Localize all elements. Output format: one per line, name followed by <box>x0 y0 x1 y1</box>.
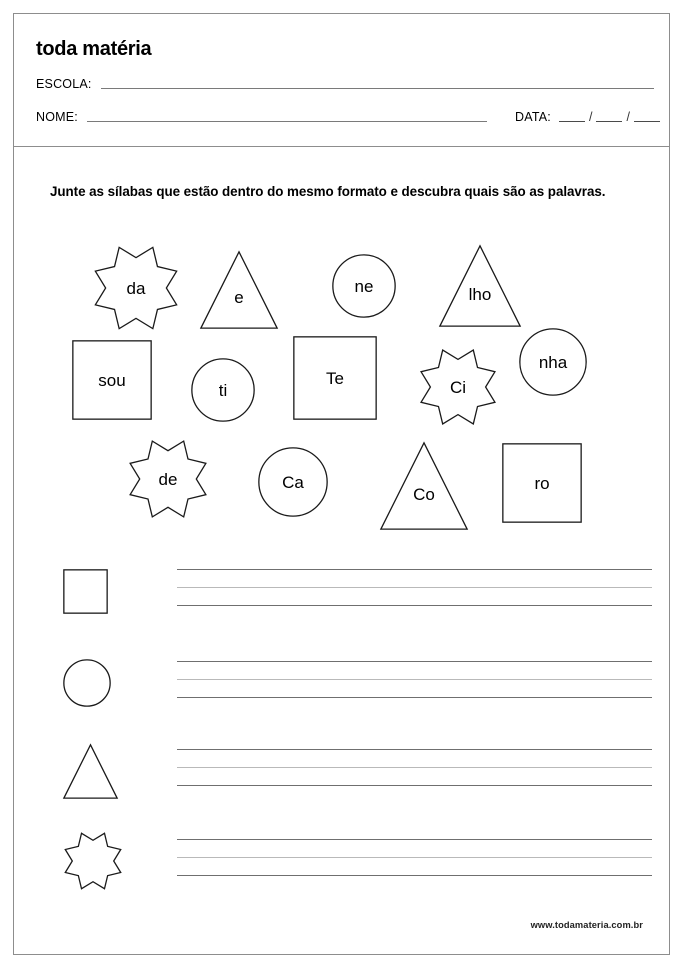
footer-url: www.todamateria.com.br <box>530 920 643 930</box>
syllable-label: sou <box>98 370 126 390</box>
ruled-gap <box>177 858 652 875</box>
answer-write-lines[interactable] <box>177 661 652 698</box>
syllable-circle-ne[interactable] <box>332 254 396 318</box>
syllable-label: Te <box>326 368 344 388</box>
syllable-label: ne <box>354 276 374 296</box>
syllable-star-de[interactable] <box>127 438 209 520</box>
ruled-line <box>177 605 652 606</box>
date-field-group <box>515 110 664 125</box>
answer-key-star-icon <box>63 829 125 895</box>
syllable-circle-nha[interactable] <box>519 328 587 396</box>
syllable-square-ro[interactable] <box>502 443 582 523</box>
answer-write-lines[interactable] <box>177 749 652 786</box>
syllable-triangle-e[interactable] <box>200 251 278 329</box>
syllable-label: da <box>126 278 146 298</box>
ruled-gap <box>177 680 652 697</box>
date-separator-2: / <box>626 110 630 124</box>
instruction-text: Junte as sílabas que estão dentro do mesmo formato e descubra quais são as palavras. <box>50 184 606 199</box>
date-day-blank[interactable] <box>559 121 585 122</box>
answer-key-circle-icon <box>63 651 125 723</box>
name-field-row <box>36 110 654 125</box>
syllable-label: ti <box>218 380 228 400</box>
ruled-gap <box>177 588 652 605</box>
syllable-shape-field <box>14 14 671 956</box>
ruled-gap <box>177 750 652 767</box>
syllable-label: Ca <box>282 472 304 492</box>
syllable-label: e <box>234 288 244 308</box>
answer-row-star <box>63 829 643 893</box>
syllable-label: nha <box>538 352 568 372</box>
date-year-blank[interactable] <box>634 121 660 122</box>
syllable-triangle-Co[interactable] <box>380 442 468 530</box>
syllable-label: Ci <box>449 377 467 397</box>
syllable-circle-Ca[interactable] <box>258 447 328 517</box>
syllable-label: Co <box>413 485 435 505</box>
school-field-row <box>36 77 654 92</box>
name-input-rule[interactable] <box>87 121 487 122</box>
answer-write-lines[interactable] <box>177 839 652 876</box>
ruled-line <box>177 785 652 786</box>
answer-write-lines[interactable] <box>177 569 652 606</box>
school-input-rule[interactable] <box>101 88 654 89</box>
ruled-line <box>177 697 652 698</box>
school-label: ESCOLA: <box>36 77 92 91</box>
ruled-gap <box>177 662 652 679</box>
ruled-gap <box>177 570 652 587</box>
ruled-line <box>177 875 652 876</box>
answer-row-circle <box>63 651 643 715</box>
syllable-square-sou[interactable] <box>72 340 152 420</box>
brand-logo: toda matéria <box>36 38 152 60</box>
syllable-square-Te[interactable] <box>293 336 377 420</box>
ruled-gap <box>177 768 652 785</box>
worksheet-page <box>13 13 670 955</box>
answer-key-triangle-icon <box>63 739 125 808</box>
syllable-star-Ci[interactable] <box>418 347 498 427</box>
syllable-star-da[interactable] <box>92 244 180 332</box>
name-label: NOME: <box>36 110 78 124</box>
worksheet-header <box>14 14 669 147</box>
syllable-triangle-lho[interactable] <box>439 245 521 327</box>
date-separator-1: / <box>588 110 593 124</box>
answer-key-square-icon <box>63 559 125 633</box>
date-label: DATA: <box>514 110 551 124</box>
syllable-label: lho <box>468 284 492 304</box>
answer-row-triangle <box>63 739 643 803</box>
answer-row-square <box>63 559 643 623</box>
syllable-circle-ti[interactable] <box>191 358 255 422</box>
ruled-gap <box>177 840 652 857</box>
syllable-label: de <box>158 469 178 489</box>
syllable-label: ro <box>534 473 550 493</box>
date-month-blank[interactable] <box>596 121 622 122</box>
